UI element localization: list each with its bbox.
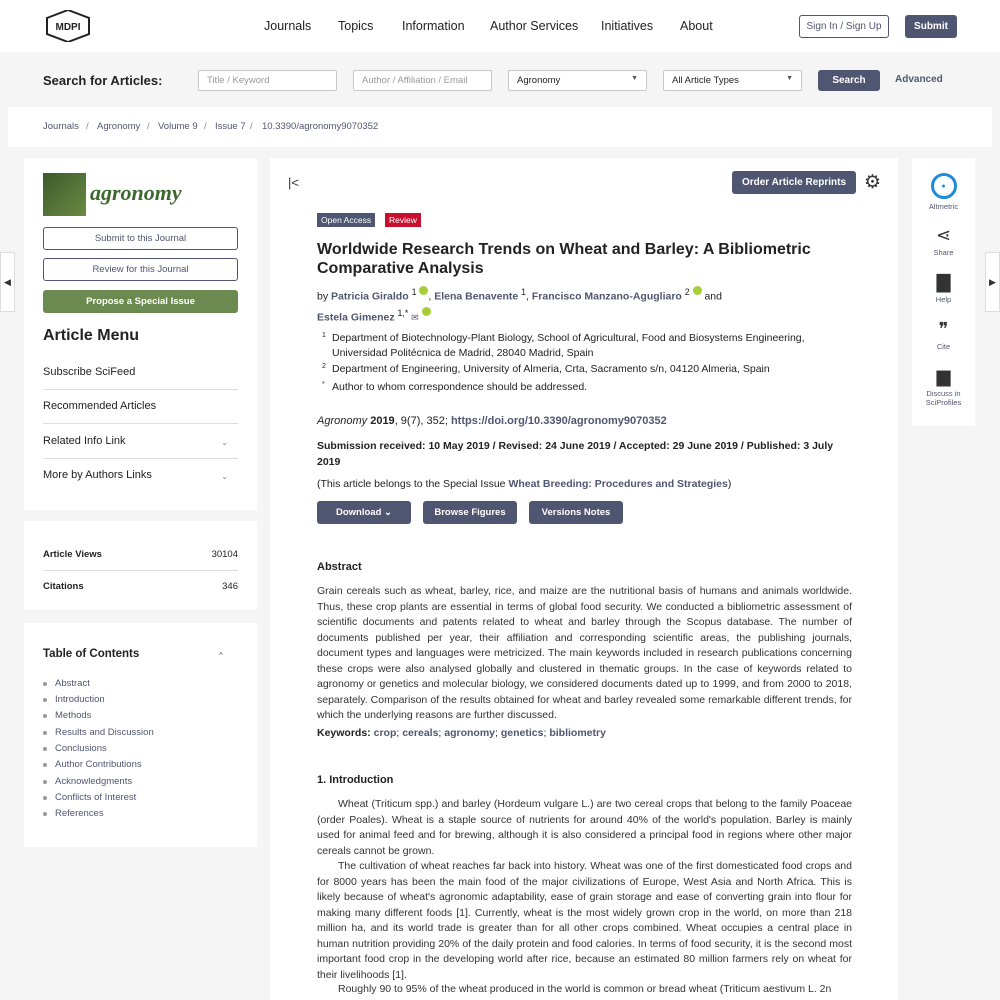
journal-name[interactable]: agronomy: [90, 180, 182, 205]
nav-journals[interactable]: Journals: [264, 19, 312, 33]
menu-related-info-link[interactable]: [43, 425, 238, 459]
cite-journal: Agronomy: [317, 415, 368, 427]
search-button[interactable]: Search: [818, 70, 880, 91]
journal-select[interactable]: [508, 70, 647, 91]
cite-volume: , 9(7), 352;: [394, 415, 448, 427]
breadcrumb-separator: /: [250, 121, 253, 132]
left-arrow-icon[interactable]: ◀: [0, 252, 15, 312]
toc-methods[interactable]: Methods: [43, 710, 91, 721]
submit-to-journal-button[interactable]: Submit to this Journal: [43, 227, 238, 250]
article-menu-title: Article Menu: [43, 327, 140, 344]
keyword-link[interactable]: agronomy: [444, 727, 496, 739]
toc-results[interactable]: Results and Discussion: [43, 727, 154, 738]
affiliation-text: Department of Biotechnology-Plant Biology, School of Agricultural, Food and Biosystems Engineering, Universidad Politécnica de Madrid, 28040 Madrid, Spain: [332, 332, 805, 359]
affiliation-text: Author to whom correspondence should be addressed.: [332, 381, 588, 393]
chevron-down-icon: ⌄: [384, 507, 392, 518]
journal-select-value: Agronomy: [517, 75, 561, 86]
breadcrumb-agronomy[interactable]: Agronomy: [97, 121, 141, 132]
tool-label: Cite: [936, 342, 951, 351]
breadcrumb-separator: /: [86, 121, 89, 132]
keyword-link[interactable]: bibliometry: [549, 727, 606, 739]
review-for-journal-button[interactable]: Review for this Journal: [43, 258, 238, 281]
caret-down-icon: ▼: [786, 75, 793, 82]
browse-figures-button[interactable]: Browse Figures: [423, 501, 517, 524]
toc-conclusions[interactable]: Conclusions: [43, 743, 107, 754]
orcid-icon[interactable]: [422, 307, 431, 316]
affiliation-number: 1: [322, 332, 326, 339]
author-sup: 1: [411, 287, 417, 297]
sign-in-button[interactable]: Sign In / Sign Up: [799, 15, 889, 38]
and-label: and: [704, 290, 722, 303]
author-link[interactable]: Elena Benavente: [434, 290, 519, 303]
article-dates: Submission received: 10 May 2019 / Revised: 24 June 2019 / Accepted: 29 June 2019 / Published: 3 July 2019: [317, 440, 834, 468]
affiliation-number: 2: [322, 363, 326, 370]
intro-paragraph-3: Roughly 90 to 95% of the wheat produced in the world is common or bread wheat (Triticum aestivum L. 2n: [338, 983, 832, 995]
altmetric-icon: ●: [931, 173, 957, 199]
nav-topics[interactable]: Topics: [338, 19, 374, 33]
chevron-down-icon: ⌄: [221, 472, 228, 481]
views-label: Article Views: [43, 549, 102, 560]
doi-link[interactable]: https://doi.org/10.3390/agronomy9070352: [450, 415, 667, 427]
author-link[interactable]: Estela Gimenez: [317, 311, 395, 323]
correspondence-note: [317, 380, 847, 395]
help-button[interactable]: [912, 272, 975, 304]
svg-text:MDPI: MDPI: [55, 22, 81, 33]
introduction-heading: 1. Introduction: [317, 774, 394, 786]
intro-paragraph-1: Wheat (Triticum spp.) and barley (Hordeum vulgare L.) are two cereal crops that belong to the family Poaceae (order Poales). Wheat is a staple source of nutrients for around 40% of the world's population. Barley is mainly used for animal feed and for brewing, although it is also considered a principal food in regions where other major cereals cannot be grown.: [317, 798, 852, 857]
breadcrumb-issue[interactable]: Issue 7: [215, 121, 246, 132]
propose-special-issue-button[interactable]: Propose a Special Issue: [43, 290, 238, 313]
citations-label: Citations: [43, 581, 84, 592]
author-list: by Patricia Giraldo $^1$ , Elena Benavente $^1$, Francisco Manzano-Agugliaro $^2$ and Estela Gimenez $^{1,*}$ ✉: [317, 287, 722, 323]
article-type-select[interactable]: [663, 70, 802, 91]
share-button[interactable]: [912, 225, 975, 257]
menu-subscribe-scifeed[interactable]: [43, 356, 238, 390]
search-label: Search for Articles:: [43, 73, 163, 88]
nav-information[interactable]: Information: [402, 19, 465, 33]
menu-more-by-authors[interactable]: [43, 459, 238, 493]
advanced-search-link[interactable]: Advanced: [895, 74, 943, 85]
menu-item-label: More by Authors Links: [43, 469, 152, 481]
menu-item-label: Recommended Articles: [43, 400, 157, 412]
top-navbar: [0, 0, 1000, 52]
special-issue-link[interactable]: Wheat Breeding: Procedures and Strategies: [508, 478, 728, 490]
chevron-up-icon[interactable]: ^: [219, 651, 223, 660]
toc-introduction[interactable]: Introduction: [43, 694, 105, 705]
abstract-text: Grain cereals such as wheat, barley, rice, and maize are the nutritional basis of humans and animals worldwide. Thus, these crop plants are essential in terms of global food security. We conducted a bibliometric assessment of scientific documents and patents related to wheat and barley through the Scopus database. The number of documents published per year, their affiliation and corresponding scientific areas, the publishing journals, document types and languages were metricized. The main keywords included in research publications concerning these crops were also analysed globally and clustered in thematic groups. In the case of keywords related to agronomy or genetics and molecular biology, we considered documents dated up to 1999, and from 2000 to 2018, separately. Comparison of the results obtained for wheat and barley revealed some remarkable different trends, for which the underlying reasons are further discussed.: [317, 585, 852, 721]
toc-title[interactable]: Table of Contents: [43, 648, 140, 660]
cite-button[interactable]: [912, 319, 975, 351]
special-pre: (This article belongs to the Special Issue: [317, 478, 506, 490]
toc-abstract[interactable]: Abstract: [43, 678, 90, 689]
affiliation-number: *: [322, 381, 325, 388]
comment-icon: ▆: [936, 366, 951, 386]
author-sup: 1: [521, 287, 527, 297]
affiliation-1: [317, 331, 847, 361]
special-issue-note: [317, 478, 731, 490]
orcid-icon[interactable]: [419, 286, 428, 295]
email-icon[interactable]: ✉: [411, 312, 419, 322]
review-badge: Review: [385, 213, 421, 227]
keyword-link[interactable]: cereals: [402, 727, 439, 739]
nav-author-services[interactable]: Author Services: [490, 19, 579, 33]
abstract-heading: Abstract: [317, 561, 362, 573]
menu-recommended-articles[interactable]: [43, 390, 238, 424]
breadcrumb: [8, 107, 992, 147]
special-post: ): [727, 478, 732, 490]
affiliation-text: Department of Engineering, University of Almeria, Crta, Sacramento s/n, 04120 Almeria, Spain: [332, 363, 770, 375]
keywords-label: Keywords:: [317, 727, 371, 739]
breadcrumb-doi[interactable]: 10.3390/agronomy9070352: [262, 121, 379, 132]
citations-row[interactable]: [43, 571, 238, 603]
toc-acknowledgments[interactable]: Acknowledgments: [43, 776, 132, 787]
article-type-value: All Article Types: [672, 75, 739, 86]
help-icon: ▇: [936, 272, 951, 292]
collapse-sidebar-icon[interactable]: |<: [288, 175, 299, 190]
tool-label: Altmetric: [928, 202, 959, 211]
nav-about[interactable]: About: [680, 19, 713, 33]
affiliation-2: [317, 362, 847, 377]
download-label: Download: [336, 507, 382, 518]
tool-label: Discuss in SciProfiles: [925, 389, 962, 407]
caret-down-icon: ▼: [631, 75, 638, 82]
article-title: Worldwide Research Trends on Wheat and Barley: A Bibliometric Comparative Analysis: [317, 241, 811, 277]
toc-conflicts[interactable]: Conflicts of Interest: [43, 792, 136, 803]
tool-label: Share: [933, 248, 954, 257]
mdpi-logo[interactable]: [43, 10, 93, 42]
discuss-button[interactable]: [912, 366, 975, 407]
author-link[interactable]: Patricia Giraldo: [331, 290, 409, 303]
article-views-row: [43, 539, 238, 571]
orcid-icon[interactable]: [693, 286, 702, 295]
views-count: 30104: [211, 549, 238, 560]
keywords-line: Keywords: crop; cereals; agronomy; genetics; bibliometry: [317, 727, 606, 739]
intro-paragraph-2: The cultivation of wheat reaches far back into history. Wheat was one of the first domesticated food crops and for 8000 years has been the main food of the major civilizations of Europe, West Asia and North Africa. This is likely because of wheat's agronomic adaptability, ease of grain storage and ease of converting grain into flour for making many different foods [1]. Currently, wheat is the most widely grown crop in the world, on more than 218 million ha, and its world trade is greater than for all other crops combined. Wheat occupies a central place in human nutrition providing 20% of the daily protein and food calories. In terms of food security, it is the second most important food crop in the developing world after rice, because an estimated 80 million farmers rely on wheat for their livelihoods [1].: [317, 860, 852, 981]
keyword-link[interactable]: genetics: [500, 727, 544, 739]
altmetric-button[interactable]: [912, 173, 975, 211]
download-button[interactable]: [317, 501, 411, 524]
breadcrumb-separator: /: [204, 121, 207, 132]
submit-button[interactable]: Submit: [905, 15, 957, 38]
breadcrumb-separator: /: [147, 121, 150, 132]
open-access-badge: Open Access: [317, 213, 375, 227]
breadcrumb-journals[interactable]: Journals: [43, 121, 79, 132]
keyword-link[interactable]: crop: [373, 727, 397, 739]
title-keyword-input[interactable]: Title / Keyword: [198, 70, 337, 91]
search-bar: [8, 53, 992, 107]
quote-icon: ❞: [938, 319, 949, 339]
right-arrow-icon[interactable]: ▶: [985, 252, 1000, 312]
share-icon: ⋖: [935, 225, 952, 245]
gear-icon[interactable]: ⚙: [864, 172, 882, 193]
nav-initiatives[interactable]: Initiatives: [601, 19, 654, 33]
author-link[interactable]: Francisco Manzano-Agugliaro: [531, 290, 682, 303]
toc-references[interactable]: References: [43, 808, 104, 819]
cite-year: 2019: [370, 415, 395, 427]
author-input[interactable]: Author / Affiliation / Email: [353, 70, 492, 91]
menu-item-label: Related Info Link: [43, 435, 126, 447]
toc-author-contributions[interactable]: Author Contributions: [43, 759, 142, 770]
citation-line: [317, 415, 667, 427]
menu-item-label: Subscribe SciFeed: [43, 366, 136, 378]
versions-notes-button[interactable]: Versions Notes: [529, 501, 623, 524]
order-reprints-button[interactable]: Order Article Reprints: [732, 171, 856, 194]
author-sup: 2: [684, 287, 690, 297]
chevron-down-icon: ⌄: [221, 438, 228, 447]
tool-label: Help: [935, 295, 952, 304]
by-label: by: [317, 290, 329, 303]
breadcrumb-volume[interactable]: Volume 9: [158, 121, 198, 132]
citations-count: 346: [222, 581, 238, 592]
journal-cover-image[interactable]: [43, 173, 86, 216]
author-sup: 1,*: [397, 307, 409, 318]
